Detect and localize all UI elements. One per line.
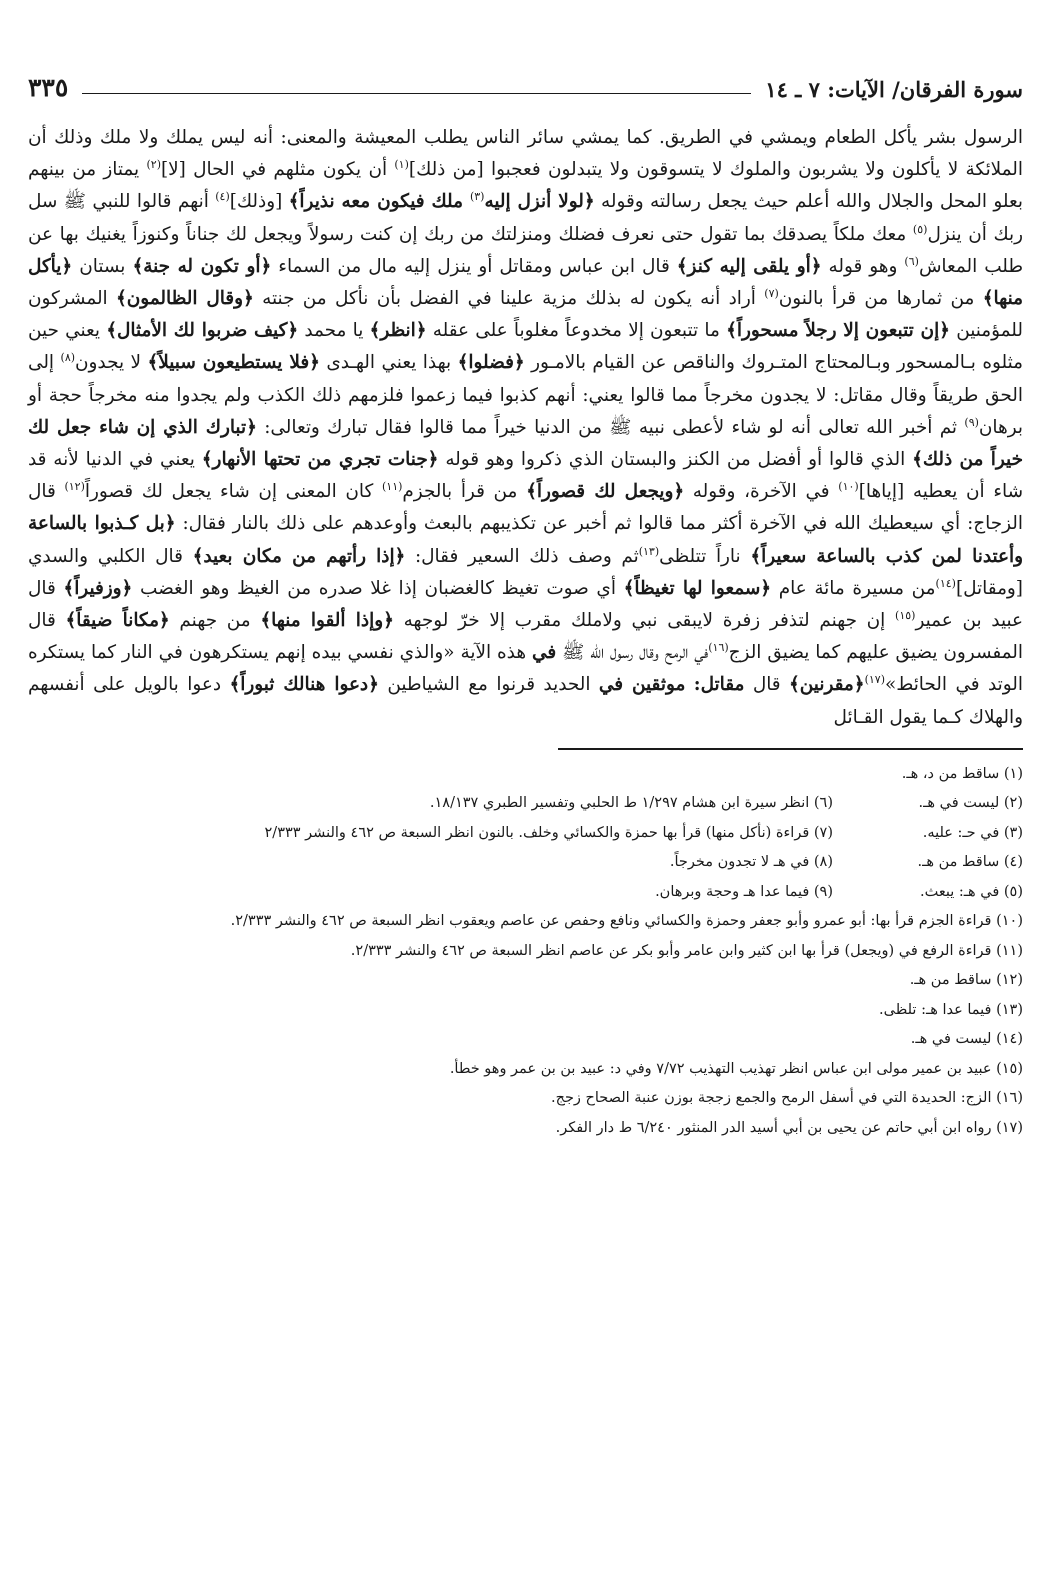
commentary-span: ما تتبعون إلا مخدوعاً مغلوباً على عقله xyxy=(426,320,727,342)
footnote-row xyxy=(28,848,1023,878)
footnote-ref: (٦) xyxy=(904,254,919,268)
commentary-span: معك ملكاً يصدقك بما تقول حتى نعرف فضلك ومنزلتك من ربك إن كنت رسولاً ويجعل لك جناناً وكنوزاً يغنيك بها عن طلب المعاش xyxy=(28,223,1024,277)
commentary-span: أراد أنه يكون له بذلك مزية علينا في الفضل بأن نأكل من جنته xyxy=(253,288,765,310)
footnote-5: (٥) في هـ: يبعث. xyxy=(919,883,1023,900)
footnote-ref: (٧) xyxy=(764,286,779,300)
quran-quote: في xyxy=(532,642,557,664)
footnote-14: (١٤) ليست في هـ. xyxy=(910,1031,1023,1048)
footnote-12: (١٢) ساقط من هـ. xyxy=(909,972,1023,989)
commentary-span: أن يكون مثلهم في الحال [لا] xyxy=(160,159,395,181)
commentary-paragraph xyxy=(28,122,1023,734)
commentary-span: قال المفسرون يضيق عليهم كما يضيق الزج xyxy=(28,610,1023,664)
footnote-ref: (٩) xyxy=(964,415,979,429)
page-number: ٣٣٥ xyxy=(28,73,69,102)
footnote-row xyxy=(28,878,1023,908)
commentary-span: دعوا بالويل على أنفسهم والهلاك كـما يقول القـائل xyxy=(28,674,1023,728)
footnote-8: (٨) في هـ لا تجدون مخرجاً. xyxy=(669,854,833,871)
commentary-span: في الرمح وقال رسول الله ﷺ xyxy=(556,642,709,664)
commentary-span: يمتاز من بينهم بعلو المحل والجلال والله أعلم حيث يجعل رسالته وقوله xyxy=(28,159,1023,213)
footnotes xyxy=(28,760,1023,1144)
commentary-span: من قرأ بالجزم xyxy=(402,481,527,503)
commentary-text xyxy=(28,122,1023,734)
footnote-9: (٩) فيما عدا هـ وحجة وبرهان. xyxy=(655,883,833,900)
footnote-ref: (١٤) xyxy=(935,576,956,590)
running-header xyxy=(28,58,1023,102)
footnote-ref: (٨) xyxy=(60,351,76,365)
footnote-separator xyxy=(558,748,1023,750)
quran-quote: ﴿مكاناً ضيقاً﴾ xyxy=(65,610,170,632)
quran-quote: ﴿فلا يستطيعون سبيلاً﴾ xyxy=(147,352,320,374)
quran-quote: ﴿جنات تجري من تحتها الأنهار﴾ xyxy=(201,449,439,471)
commentary-span: قال عبيد بن عمير xyxy=(28,577,1024,632)
commentary-span: الذي قالوا أو أفضل من الكنز والبستان الذي ذكروا وهو قوله xyxy=(438,449,913,471)
commentary-span: لا يجدون xyxy=(75,352,148,374)
commentary-span: ثم أخبر الله تعالى أنه لو شاء لأعطى نبيه ﷺ من الدنيا خيراً مما قالوا فقال تبارك وتعالى: xyxy=(256,416,965,438)
footnote-ref: (٢) xyxy=(146,158,161,172)
quran-quote: ﴿انظر﴾ xyxy=(369,320,427,342)
quran-quote: ﴿بل كـذبوا بالساعة وأعتدنا لمن كذب بالساعة سعيراً﴾ xyxy=(28,513,1023,567)
commentary-span: بهذا يعني الهـدى xyxy=(319,352,458,374)
quran-quote: ﴿إن تتبعون إلا رجلاً مسحوراً﴾ xyxy=(726,320,950,342)
quran-quote: مقاتل: xyxy=(693,674,745,696)
commentary-span: وهو قوله xyxy=(821,255,905,277)
quran-quote: ﴿وزفيراً﴾ xyxy=(63,577,133,599)
quran-quote: ﴿كيف ضربوا لك الأمثال﴾ xyxy=(106,320,299,342)
commentary-span: يا محمد xyxy=(298,320,370,342)
footnote-16: (١٦) الزج: الحديدة التي في أسفل الرمح والجمع زججة بوزن عنبة الصحاح زجج. xyxy=(550,1090,1023,1107)
quran-quote: ﴿فضلوا﴾ xyxy=(457,352,525,374)
footnote-ref: (١٢) xyxy=(64,480,85,494)
commentary-span: الحديد قرنوا مع الشياطين xyxy=(378,674,599,696)
footnote-row xyxy=(28,819,1023,849)
footnote-ref: (٣) xyxy=(469,190,485,204)
footnote-2: (٢) ليست في هـ. xyxy=(918,795,1023,812)
commentary-span: كان المعنى إن شاء يجعل لك قصوراً xyxy=(84,481,382,503)
commentary-span: ناراً تتلظى xyxy=(659,545,751,567)
commentary-span xyxy=(685,674,693,695)
quran-quote: ﴿وإذا ألقوا منها﴾ xyxy=(260,610,394,632)
commentary-span: ثم وصف ذلك السعير فقال: xyxy=(405,545,639,567)
commentary-span: من جهنم xyxy=(169,610,261,632)
footnote-3: (٣) في حـ: عليه. xyxy=(922,824,1023,841)
quran-quote: ﴿أو تكون له جنة﴾ xyxy=(132,255,272,277)
commentary-span: قال الكلبي والسدي [ومقاتل] xyxy=(28,545,1023,599)
footnote-ref: (١١) xyxy=(381,480,403,494)
commentary-span: المشركون للمؤمنين xyxy=(28,288,1023,342)
commentary-span: الرسول بشر يأكل الطعام ويمشي في الطريق. كما يمشي سائر الناس يطلب المعيشة والمعنى: أنه ليس يملك ولا ملك وذلك أن الملائكة لا يأكلون ولا يشربون والملوك لا يتسوقون ولا يتبدلون فعجبوا [من ذلك] xyxy=(28,127,1024,181)
commentary-span: قال ابن عباس ومقاتل أو ينزل إليه مال من السماء xyxy=(271,255,677,277)
footnote-ref: (١٦) xyxy=(708,641,729,655)
commentary-span: قال الزجاج: أي سيعطيك الله في الآخرة أكثر مما قالوا ثم أخبر عن تكذيبهم بالبعث وأوعدهم على ذلك بالنار فقال: xyxy=(28,481,1023,535)
quran-quote: ﴿دعوا هنالك ثبوراً﴾ xyxy=(229,674,379,696)
book-page xyxy=(28,58,1023,1558)
footnote-empty xyxy=(28,760,833,790)
quran-quote: موثقين في xyxy=(598,674,686,696)
surah-title: سورة الفرقان/ الآيات: ٧ ـ ١٤ xyxy=(765,77,1023,102)
commentary-span: يعني في الدنيا لأنه قد شاء أن يعطيه [إياها] xyxy=(28,449,1023,503)
quran-quote: ﴿وقال الظالمون﴾ xyxy=(116,288,254,310)
quran-quote: ﴿يأكل منها﴾ xyxy=(28,255,1023,310)
footnote-ref: (١٥) xyxy=(895,608,916,622)
footnote-15: (١٥) عبيد بن عمير مولى ابن عباس انظر تهذيب التهذيب ٧/٧٢ وفي د: عبيد بن بن عمر وهو خطأ. xyxy=(449,1060,1023,1077)
commentary-span: قال xyxy=(744,674,790,696)
footnote-1: (١) ساقط من د، هـ. xyxy=(901,765,1023,782)
header-rule xyxy=(82,93,751,94)
footnote-4: (٤) ساقط من هـ. xyxy=(917,854,1023,871)
footnote-7: (٧) قراءة (نأكل منها) قرأ بها حمزة والكسائي وخلف. بالنون انظر السبعة ص ٤٦٢ والنشر ٢/٣٣٣ xyxy=(264,824,833,841)
commentary-span: من ثمارها من قرأ بالنون xyxy=(778,288,983,310)
quran-quote: ﴿مقرنين﴾ xyxy=(789,674,865,696)
commentary-span: إن جهنم لتذفر زفرة لايبقى نبي ولاملك مقرب إلا خرّ لوجهه xyxy=(393,610,896,632)
footnote-ref: (٥) xyxy=(912,222,928,236)
quran-quote: ﴿أو يلقى إليه كنز﴾ xyxy=(676,255,822,277)
commentary-span: أنهم قالوا للنبي ﷺ سل ربك أن ينزل xyxy=(28,191,1024,245)
commentary-span: إلى الحق طريقاً وقال مقاتل: لا يجدون مخرجاً مما قالوا يعني: أنهم كذبوا فيما زعموا فلزمهم ذلك الكذب ولم يجدوا منه مخرجاً حجة أو برهان xyxy=(28,352,1023,438)
commentary-span: [وذلك] xyxy=(229,191,289,213)
quran-quote: ﴿ويجعل لك قصوراً﴾ xyxy=(526,481,685,503)
commentary-span: من مسيرة مائة عام xyxy=(771,577,936,599)
commentary-span: أي صوت تغيظ كالغضبان إذا غلا صدره من الغيظ وهو الغضب xyxy=(132,577,624,599)
quran-quote: ﴿سمعوا لها تغيظاً﴾ xyxy=(623,577,772,599)
footnote-row xyxy=(28,789,1023,819)
footnote-17: (١٧) رواه ابن أبي حاتم عن يحيى بن أبي أسيد الدر المنثور ٦/٢٤٠ ط دار الفكر. xyxy=(555,1119,1023,1136)
quran-quote: ملك فيكون معه نذيراً﴾ xyxy=(288,191,470,213)
footnote-10: (١٠) قراءة الجزم قرأ بها: أبو عمرو وأبو جعفر وحمزة والكسائي ونافع وحفص عن عاصم ويعقوب انظر السبعة ص ٤٦٢ والنشر ٢/٣٣٣. xyxy=(230,913,1023,930)
footnote-row xyxy=(28,760,1023,790)
commentary-span: بستان xyxy=(72,255,133,277)
footnote-6: (٦) انظر سيرة ابن هشام ١/٢٩٧ ط الحلبي وتفسير الطبري ١٨/١٣٧. xyxy=(429,795,833,812)
quran-quote: ﴿تبارك الذي إن شاء جعل لك خيراً من ذلك﴾ xyxy=(28,416,1023,471)
footnote-ref: (١) xyxy=(394,158,409,172)
commentary-span: هذه الآية «والذي نفسي بيده إنهم يستكرهون في النار كما يستكره الوتد في الحائط» xyxy=(28,642,1023,696)
footnote-13: (١٣) فيما عدا هـ: تلظى. xyxy=(879,1001,1023,1018)
commentary-span: يعني حين مثلوه بـالمسحور وبـالمحتاج المتـروك والناقص عن القيام بالامـور xyxy=(28,320,1023,374)
footnote-11: (١١) قراءة الرفع في (ويجعل) قرأ بها ابن كثير وابن عامر وأبو بكر عن عاصم انظر السبعة ص ٤٦٢ والنشر ٢/٣٣٣. xyxy=(350,942,1023,959)
footnote-ref: (١٣) xyxy=(638,544,660,558)
footnote-ref: (١٠) xyxy=(838,480,859,494)
quran-quote: ﴿لولا أنزل إليه xyxy=(484,191,595,213)
footnote-ref: (١٧) xyxy=(864,673,885,687)
commentary-span: في الآخرة، وقوله xyxy=(684,481,839,503)
quran-quote: ﴿إذا رأتهم من مكان بعيد﴾ xyxy=(192,545,406,567)
footnote-ref: (٤) xyxy=(215,190,230,204)
